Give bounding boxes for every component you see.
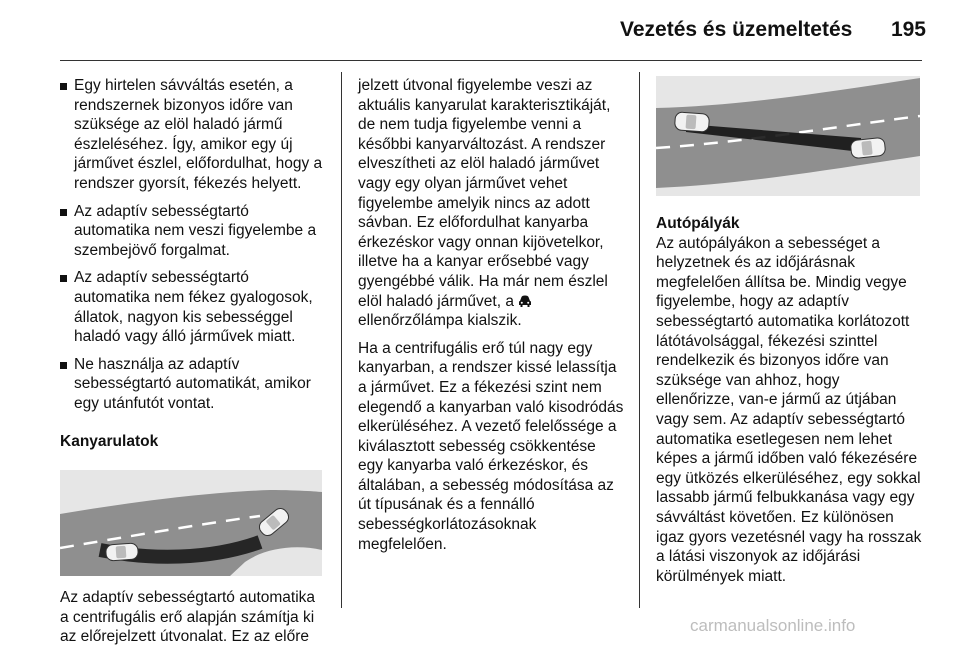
section-heading-highways: Autópályák [656, 215, 740, 232]
page-number: 195 [890, 18, 926, 41]
section-heading-curves: Kanyarulatok [60, 432, 159, 450]
bullet-text: Ne használja az adaptív sebességtartó automatikát, amikor egy utánfutót vontat. [74, 355, 311, 412]
paragraph-centrifugal: Ha a centrifugális erő túl nagy egy kanyarban, a rendszer kissé lelassítja a járművet. Ez a fékezési szint nem elegendő a kanyarban való kisodródás elkerüléséhez. A vezető felelőssége a kiválasztott sebesség csökkentése egy kanyarba való érkezéskor, és általában, a sebesség módosítása az út típusának és a fennálló sebességkorlátozásoknak megfelelően. [358, 339, 624, 553]
column-divider-2 [639, 72, 640, 608]
car-front-icon [518, 295, 532, 308]
bullet-item [60, 268, 326, 346]
paragraph-text-after-icon: ellenőrzőlámpa kialszik. [358, 312, 522, 330]
bullet-item [60, 355, 326, 414]
paragraph-text-before-icon: jelzett útvonal figyelembe veszi az aktuális kanyarulat karakterisztikáját, de nem tudja figyelembe venni a későbbi kanyarváltozást. A rendszer elveszítheti az elöl haladó járművet vagy egy olyan járművet vehet figyelembe amelyik nincs az adott sávban. Ez előfordulhat kanyarba érkezéskor vagy onnan kijövetelkor, illetve ha a kanyar erősebbé vagy gyengébbé válik. Ha már nem észlel elöl haladó járművet, a [358, 77, 611, 310]
curve-illustration [60, 470, 322, 576]
bullet-square-icon [60, 362, 67, 369]
paragraph-curves-intro: Az adaptív sebességtartó automatika a centrifugális erő alapján számítja ki az előrejelzett útvonalat. Ez az előre [60, 589, 316, 646]
bullet-text: Egy hirtelen sávváltás esetén, a rendszernek bizonyos időre van szüksége az elöl haladó jármű észleléséhez. Így, amikor egy új járművet észlel, előfordulhat, hogy a rendszer gyorsít, fékezés helyett. [74, 77, 323, 192]
bullet-item [60, 202, 326, 261]
footer-watermark: carmanualsonline.info [690, 616, 856, 635]
bullet-text: Az adaptív sebességtartó automatika nem fékez gyalogosok, állatok, nagyon kis sebességgel haladó vagy álló járművek miatt. [74, 269, 313, 346]
bullet-text: Az adaptív sebességtartó automatika nem veszi figyelembe a szembejövő forgalmat. [74, 202, 317, 259]
column-divider-1 [341, 72, 342, 608]
paragraph-highways: Az autópályákon a sebességet a helyzetnek és az időjárásnak megfelelően állítsa be. Mindig vegye figyelembe, hogy az adaptív sebességtartó automatika korlátozott látótávolsággal, fékezési szinttel rendelkezik és bizonyos időre van szüksége van ahhoz, hogy ellenőrizze, van-e jármű az útjában vagy sem. Az adaptív sebességtartó automatika esetlegesen nem lehet képes a jármű időben való fékezésére egy ütközés elkerüléséhez, egy sokkal lassabb jármű felbukkanása vagy egy sávváltást követően. Ez különösen igaz gyors vezetésnél vagy ha rosszak a látási viszonyok az időjárási körülmények miatt. [656, 234, 922, 585]
bullet-square-icon [60, 275, 67, 282]
highway-illustration [656, 76, 920, 196]
bullet-square-icon [60, 83, 67, 90]
page-header-title: Vezetés és üzemeltetés [620, 18, 853, 41]
header-divider [60, 60, 922, 61]
paragraph-curves-continued [358, 76, 624, 331]
column-1 [60, 76, 326, 655]
column-2 [358, 76, 624, 562]
bullet-square-icon [60, 209, 67, 216]
bullet-item [60, 76, 326, 194]
column-3 [656, 76, 922, 594]
